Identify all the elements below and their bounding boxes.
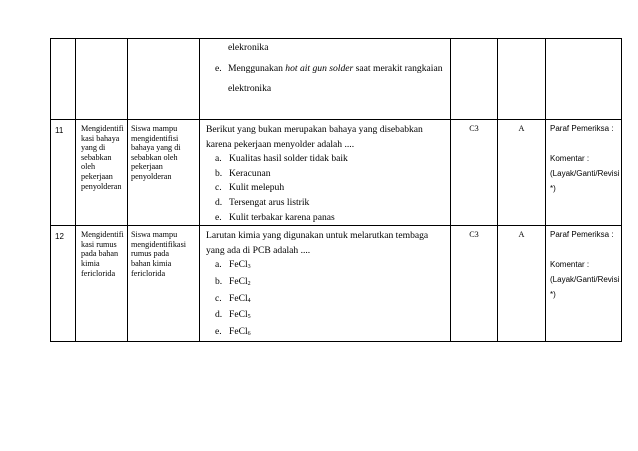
formula-subscript: 6 <box>247 330 251 337</box>
row-number: 11 <box>51 120 76 226</box>
option-letter: c. <box>215 292 222 304</box>
indicator-line: Mengidentifi <box>81 230 124 240</box>
continuation-line: elektronika <box>228 83 272 95</box>
komentar-label: Komentar : <box>550 260 590 270</box>
objective-line: bahaya yang di <box>131 143 181 153</box>
option-text: Keracunan <box>229 167 271 179</box>
list-item <box>215 275 447 292</box>
indicator-line: kasi bahaya <box>81 133 120 143</box>
cell-reviewer-note <box>546 226 622 342</box>
objective-line: mengidentifikasi <box>131 239 187 249</box>
option-letter: c. <box>215 182 222 194</box>
option-formula <box>229 325 251 342</box>
option-letter: e. <box>215 325 222 337</box>
answer-key: A <box>498 120 546 226</box>
formula-subscript: 3 <box>247 264 251 271</box>
option-letter: e. <box>215 211 222 223</box>
formula-subscript: 5 <box>247 314 251 321</box>
objective-line: mengidentifisi <box>131 133 179 143</box>
cell-objective <box>128 120 200 226</box>
row-number: 12 <box>51 226 76 342</box>
option-text: Kulit terbakar karena panas <box>229 211 335 223</box>
list-item <box>215 308 447 325</box>
formula-subscript: 2 <box>247 280 251 287</box>
objective-line: Siswa mampu <box>131 124 178 133</box>
option-text-italic: hot ait gun solder <box>285 62 354 74</box>
list-item <box>215 292 447 309</box>
table-row <box>51 226 622 342</box>
list-item <box>215 181 447 196</box>
formula-base: FeCl <box>229 309 248 321</box>
cell-key-empty <box>498 39 546 120</box>
indicator-line: pada bahan <box>81 249 119 259</box>
list-item <box>215 325 447 342</box>
komentar-label: Komentar : <box>550 154 590 163</box>
formula-base: FeCl <box>229 292 248 304</box>
option-text: Kualitas hasil solder tidak baik <box>229 153 348 165</box>
cell-level-empty <box>451 39 498 120</box>
option-letter: b. <box>215 167 223 179</box>
objective-line: penyolderan <box>131 171 172 181</box>
cell-note-empty <box>546 39 622 120</box>
cell-objective-empty <box>128 39 200 120</box>
option-letter: a. <box>215 153 222 165</box>
formula-base: FeCl <box>229 325 248 337</box>
list-item <box>215 258 447 275</box>
table-row-continuation <box>51 39 622 120</box>
note-star: *) <box>550 290 556 300</box>
formula-subscript: 4 <box>247 297 251 304</box>
answer-key: A <box>498 226 546 342</box>
indicator-line: yang di <box>81 143 106 153</box>
layak-label: (Layak/Ganti/Revisi <box>550 169 620 178</box>
objective-line: bahan kimia <box>131 258 172 268</box>
cell-reviewer-note <box>546 120 622 226</box>
objective-line: fericlorida <box>131 268 166 278</box>
option-letter: b. <box>215 275 223 287</box>
cell-no-empty <box>51 39 76 120</box>
cell-question <box>200 226 451 342</box>
option-list <box>206 258 447 341</box>
option-letter: a. <box>215 259 222 271</box>
option-text-post: saat merakit rangkaian <box>353 62 443 74</box>
indicator-line: Mengidentifi <box>81 124 124 133</box>
question-text: Larutan kimia yang digunakan untuk melarutkan tembaga yang ada di PCB adalah .... <box>206 230 429 256</box>
list-item <box>215 196 447 211</box>
cognitive-level: C3 <box>451 120 498 226</box>
question-text: Berikut yang bukan merupakan bahaya yang disebabkan karena pekerjaan menyolder adalah .... <box>206 124 423 150</box>
option-formula <box>229 258 251 275</box>
list-item <box>215 167 447 182</box>
option-text: Tersengat arus listrik <box>229 196 310 208</box>
question-grid-table <box>50 38 622 342</box>
cell-indicator <box>76 226 128 342</box>
cell-question-continuation <box>200 39 451 120</box>
table-row <box>51 120 622 226</box>
option-letter: d. <box>215 196 223 208</box>
option-e-line <box>200 62 450 77</box>
paraf-label: Paraf Pemeriksa : <box>550 124 614 133</box>
note-star: *) <box>550 184 556 193</box>
objective-line: Siswa mampu <box>131 230 178 240</box>
indicator-line: penyolderan <box>81 181 122 191</box>
list-item <box>215 211 447 226</box>
option-text-pre: Menggunakan <box>228 62 286 74</box>
option-list <box>206 152 447 225</box>
option-formula <box>229 292 251 309</box>
list-item <box>215 152 447 167</box>
option-text: Kulit melepuh <box>229 182 285 194</box>
formula-base: FeCl <box>229 275 248 287</box>
cell-question <box>200 120 451 226</box>
option-formula <box>229 275 251 292</box>
indicator-line: fericlorida <box>81 268 116 278</box>
objective-line: rumus pada <box>131 249 169 259</box>
indicator-line: pekerjaan <box>81 171 113 181</box>
cell-indicator-empty <box>76 39 128 120</box>
cognitive-level: C3 <box>451 226 498 342</box>
option-letter: d. <box>215 309 223 321</box>
indicator-line: kimia <box>81 258 100 268</box>
formula-base: FeCl <box>229 259 248 271</box>
cell-objective <box>128 226 200 342</box>
cell-indicator <box>76 120 128 226</box>
option-formula <box>229 308 251 325</box>
indicator-line: kasi rumus <box>81 239 117 249</box>
objective-line: pekerjaan <box>131 162 163 172</box>
option-letter: e. <box>215 62 222 74</box>
paraf-label: Paraf Pemeriksa : <box>550 230 614 240</box>
objective-line: sebabkan oleh <box>131 152 178 162</box>
indicator-line: sebabkan oleh <box>81 152 112 172</box>
continuation-line: elekronika <box>228 42 269 53</box>
layak-label: (Layak/Ganti/Revisi <box>550 275 620 285</box>
